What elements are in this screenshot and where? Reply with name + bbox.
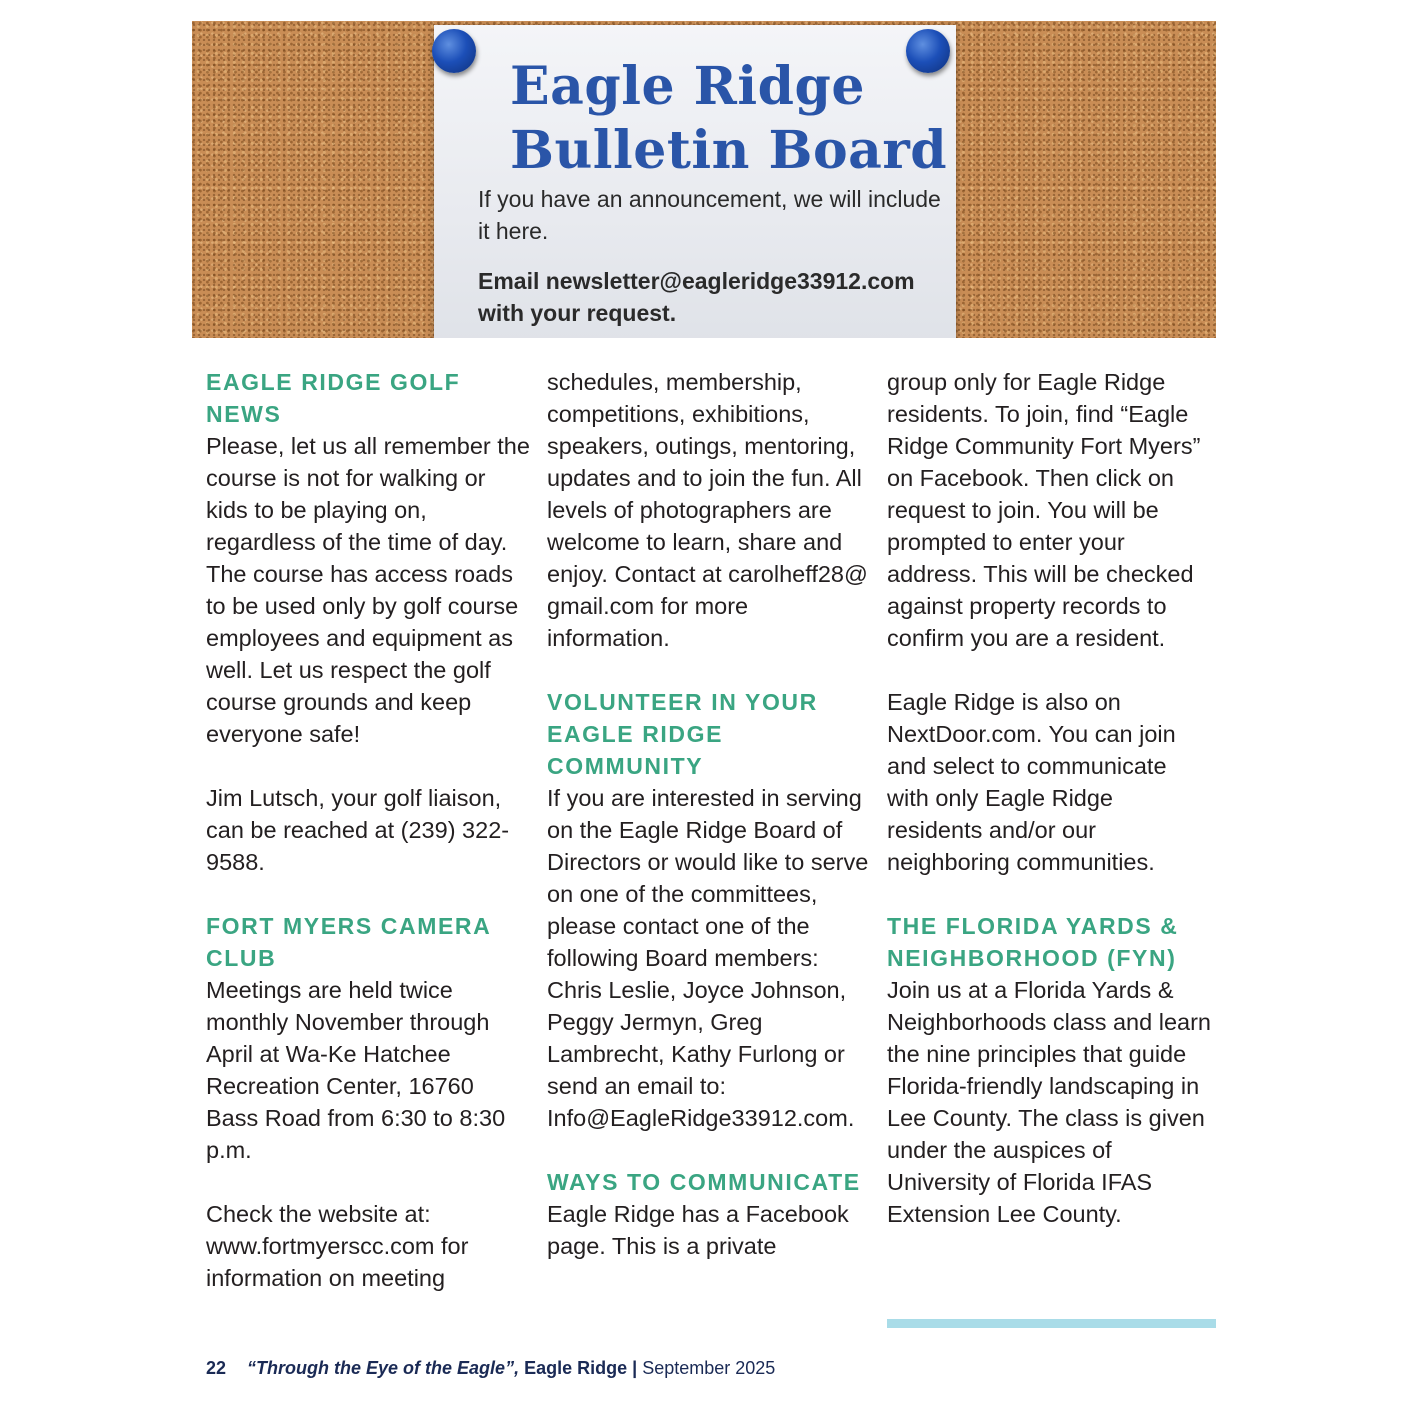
ways-to-communicate-body: Eagle Ridge has a Facebook page. This is a private [547,1201,849,1259]
volunteer-heading: VOLUNTEER IN YOUR EAGLE RIDGE COMMUNITY [547,689,818,779]
bulletin-note [434,25,956,338]
page-footer [206,1354,775,1382]
banner-intro: If you have an announcement, we will include it here. [478,186,941,244]
camera-club-continued: schedules, membership, competitions, exhibitions, speakers, outings, mentoring, updates and to join the fun. All levels of photographers are welcome to learn, share and enjoy. Contact at carolheff28@ gmail.com for more information. [547,369,868,651]
golf-liaison-text: Jim Lutsch, your golf liaison, can be reached at (239) 322- 9588. [206,785,510,875]
nextdoor-text: Eagle Ridge is also on NextDoor.com. You can join and select to communicate with only Eagle Ridge residents and/or our neighboring communities. [887,689,1176,875]
page-title [510,55,947,183]
camera-club-body: Meetings are held twice monthly November through April at Wa-Ke Hatchee Recreation Center, 16760 Bass Road from 6:30 to 8:30 p.m. [206,977,506,1163]
golf-news-body: Please, let us all remember the course is not for walking or kids to be playing on, regardless of the time of day. The course has access roads to be used only by golf course employees and equipment as well. Let us respect the golf course grounds and keep everyone safe! [206,433,530,747]
magazine-title: “Through the Eye of the Eagle”, [247,1358,520,1378]
push-pin-icon [432,29,476,73]
camera-club-heading: FORT MYERS CAMERA CLUB [206,913,491,971]
title-line-2: Bulletin Board [510,120,948,181]
column-3 [887,366,1213,1230]
footer-separator: | [632,1358,638,1378]
fyn-body: Join us at a Florida Yards & Neighborhoods class and learn the nine principles that guide Florida-friendly landscaping in Lee County. The class is given under the auspices of University of Florida IFAS Extension Lee County. [887,977,1211,1227]
volunteer-body: If you are interested in serving on the Eagle Ridge Board of Directors or would like to serve on one of the committees, please contact one of the following Board members: Chris Leslie, Joyce Johnson, Peggy Jermyn, Greg Lambrecht, Kathy Furlong or send an email to: Info@EagleRidge33912.com. [547,785,869,1131]
footer-org: Eagle Ridge [524,1358,628,1378]
camera-club-website: Check the website at: www.fortmyerscc.com for information on meeting [206,1201,469,1291]
issue-date: September 2025 [642,1358,776,1378]
page-number: 22 [206,1358,227,1378]
ways-to-communicate-continued: group only for Eagle Ridge residents. To join, find “Eagle Ridge Community Fort Myers” on Facebook. Then click on request to join. You will be prompted to enter your address. This will be checked against property records to confirm you are a resident. [887,369,1201,651]
fyn-heading: THE FLORIDA YARDS & NEIGHBORHOOD (FYN) [887,913,1179,971]
column-2 [547,366,873,1262]
bulletin-board-banner [192,21,1216,338]
title-line-1: Eagle Ridge [510,56,865,117]
accent-rule [887,1319,1216,1328]
golf-news-heading: EAGLE RIDGE GOLF NEWS [206,369,461,427]
banner-email-line: Email newsletter@eagleridge33912.com with your request. [478,268,915,326]
ways-to-communicate-heading: WAYS TO COMMUNICATE [547,1169,861,1195]
column-1 [206,366,532,1294]
